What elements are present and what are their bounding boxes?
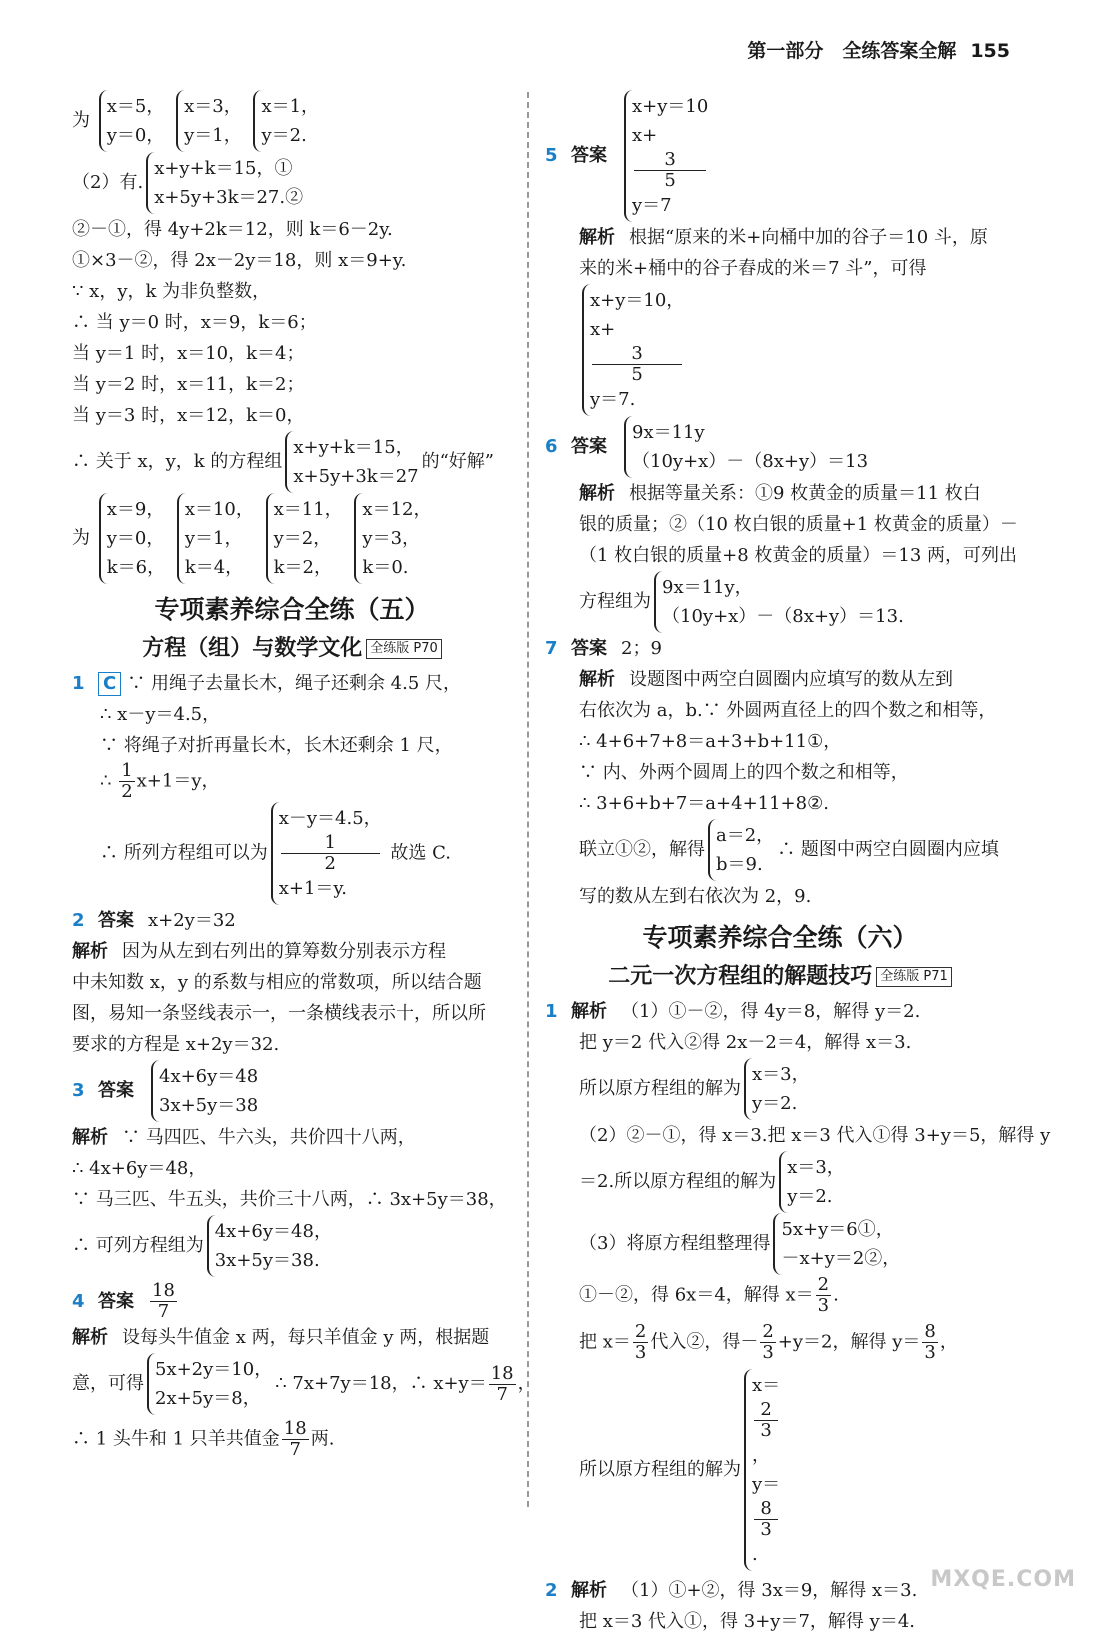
- fraction: [150, 1281, 177, 1322]
- eq: x＝3，: [752, 1064, 810, 1085]
- answer-tag: 答案: [98, 1290, 134, 1312]
- text: ，: [752, 1445, 770, 1466]
- text-line: 来的米+桶中的谷子舂成的米＝7 斗”，可得: [579, 258, 927, 279]
- page-number: 155: [970, 40, 1010, 62]
- text: x+: [590, 319, 616, 340]
- eq: y＝0，: [106, 528, 165, 549]
- text: 代入②，得－: [650, 1331, 759, 1353]
- p1-line9: [545, 1369, 1015, 1571]
- eq: k＝0.: [362, 557, 409, 578]
- text: ∴ 关于 x，y，k 的方程组: [72, 451, 283, 472]
- eq: x－y＝4.5，: [278, 808, 382, 829]
- denominator: 5: [631, 364, 643, 385]
- eq: 5x+2y＝10，: [155, 1359, 273, 1380]
- text: x＝: [752, 1375, 781, 1396]
- text: y＝7: [632, 195, 672, 216]
- fraction: [489, 1364, 516, 1405]
- text: 为: [72, 110, 90, 131]
- denominator: 2: [121, 781, 133, 802]
- fraction: [816, 1275, 831, 1316]
- text-line: ②－①，得 4y+2k＝12，则 k＝6－2y.: [72, 219, 393, 240]
- analysis-tag: 解析: [72, 1327, 108, 1348]
- eq: k＝6，: [106, 557, 166, 578]
- p1-line3: [545, 1058, 1015, 1120]
- text: ∴ 所列方程组可以为: [100, 842, 268, 864]
- denominator: 2: [324, 853, 336, 874]
- eq: [752, 1371, 780, 1470]
- text: .: [833, 1284, 839, 1306]
- numerator: 8: [754, 1499, 778, 1520]
- text: 设题图中两空白圆圈内应填写的数从左到: [629, 669, 953, 690]
- good-solution-line: [72, 431, 512, 493]
- question-number: 4: [72, 1290, 85, 1312]
- numerator: 8: [924, 1321, 936, 1342]
- text-line: ∴ 4+6+7+8＝a+3+b+11①，: [579, 731, 842, 752]
- fraction: [282, 1419, 309, 1460]
- eq: （10y+x）－（8x+y）＝13.: [662, 606, 904, 627]
- numerator: 18: [152, 1280, 175, 1301]
- text: ∵ 马四匹、牛六头，共价四十八两，: [122, 1127, 416, 1148]
- eq: －x+y＝2②，: [781, 1248, 901, 1269]
- system: [99, 90, 165, 152]
- eq: （10y+x）－（8x+y）＝13: [632, 451, 869, 472]
- text-line: ∴ 4x+6y＝48，: [72, 1158, 207, 1179]
- denominator: 5: [664, 170, 676, 191]
- text: ∴ 题图中两空白圆圈内应填: [777, 839, 999, 860]
- text: 把 x＝: [579, 1331, 631, 1353]
- system: [708, 819, 774, 881]
- text: ∴: [100, 770, 112, 792]
- eq: x＝11，: [273, 499, 343, 520]
- q4-line2: [72, 1353, 536, 1415]
- text: ∵ 用绳子去量长木，绳子还剩余 4.5 尺，: [127, 673, 462, 694]
- fraction: [754, 1400, 778, 1441]
- eq: x＝3，: [184, 96, 242, 117]
- text: x+: [632, 125, 658, 146]
- system: [146, 152, 303, 214]
- p1-line1: [545, 996, 1015, 1027]
- answer-text: 2；9: [621, 638, 662, 659]
- answer-tag: 答案: [571, 638, 607, 659]
- numerator: 2: [762, 1321, 774, 1342]
- text-line: 当 y＝2 时，x＝11，k＝2；: [72, 374, 305, 395]
- text: 两.: [310, 1428, 335, 1450]
- denominator: 3: [760, 1519, 772, 1540]
- text-line: 写的数从左到右依次为 2，9.: [579, 886, 812, 907]
- denominator: 7: [289, 1439, 301, 1460]
- text: 方程组为: [579, 591, 651, 612]
- text: ∴ 7x+7y＝18，∴ x+y＝: [275, 1373, 487, 1394]
- system: [271, 802, 382, 905]
- q4-answer: [72, 1281, 512, 1322]
- answer-text: x+2y＝32: [148, 910, 236, 931]
- q3-answer: [72, 1060, 512, 1122]
- eq: x＝12，: [362, 499, 432, 520]
- denominator: 3: [924, 1342, 936, 1363]
- analysis-tag: 解析: [571, 1580, 607, 1601]
- eq: x+y＝10，: [590, 290, 685, 311]
- eq: x+y+k＝15，①: [154, 158, 293, 179]
- text-line: ∴ x－y＝4.5，: [100, 704, 221, 725]
- eq: k＝4，: [184, 557, 244, 578]
- text: x+1＝y.: [278, 878, 347, 899]
- question-number: 1: [545, 1001, 558, 1022]
- text: 联立①②，解得: [579, 839, 705, 860]
- numerator: 18: [283, 1418, 307, 1439]
- text: （2）有.: [72, 172, 144, 193]
- text: +y＝2，解得 y＝: [777, 1331, 921, 1353]
- text-line: ∵ x，y，k 为非负整数，: [72, 281, 271, 302]
- fraction: [634, 150, 706, 191]
- section-title-6: 专项素养综合全练（六）: [642, 923, 918, 952]
- text-line: 要求的方程是 x+2y＝32.: [72, 1034, 280, 1055]
- watermark: MXQE.COM: [930, 1567, 1076, 1592]
- eq: k＝2，: [273, 557, 332, 578]
- q7-answer: [545, 633, 1015, 664]
- question-number: 3: [72, 1080, 85, 1101]
- p1-line8: [545, 1322, 1015, 1363]
- fraction: [754, 1499, 778, 1540]
- analysis-tag: 解析: [579, 227, 615, 248]
- question-number: 2: [545, 1580, 558, 1601]
- eq: x+y＝10: [632, 96, 709, 117]
- denominator: 3: [760, 1420, 772, 1441]
- column-divider: [527, 92, 529, 1507]
- header-section: 第一部分 全练答案全解: [747, 40, 957, 62]
- text-line: （2）②－①，得 x＝3.把 x＝3 代入①得 3+y＝5，解得 y: [579, 1125, 1051, 1146]
- question-number: 2: [72, 910, 85, 931]
- text: 故选 C.: [390, 842, 451, 864]
- text-line: 图，易知一条竖线表示一，一条横线表示十，所以所: [72, 1003, 486, 1024]
- eq: b＝9.: [716, 854, 763, 875]
- subtitle-text: 方程（组）与数学文化: [142, 636, 363, 661]
- eq: x+y+k＝15，: [293, 437, 414, 458]
- text: ，: [517, 1373, 536, 1394]
- eq: y＝1，: [184, 125, 242, 146]
- eq: 2x+5y＝8，: [155, 1388, 261, 1409]
- section-subtitle-6: [545, 958, 1015, 996]
- eq: x+5y+3k＝27.②: [154, 187, 304, 208]
- numerator: 2: [634, 1321, 647, 1342]
- text-line: 当 y＝3 时，x＝12，k＝0，: [72, 405, 305, 426]
- system: [582, 284, 684, 416]
- eq: 5x+y＝6①，: [781, 1219, 894, 1240]
- q1-line5: [72, 802, 512, 905]
- text: 根据“原来的米+向桶中加的谷子＝10 斗，原: [629, 227, 988, 248]
- text: （1）①－②，得 4y＝8，解得 y＝2.: [621, 1001, 921, 1022]
- eq: x＝5，: [106, 96, 165, 117]
- good-solution-sets: [72, 493, 512, 584]
- system: [176, 90, 242, 152]
- text-line: 中未知数 x，y 的系数与相应的常数项，所以结合题: [72, 972, 482, 993]
- analysis-tag: 解析: [72, 1127, 108, 1148]
- question-number: 6: [545, 436, 558, 457]
- p1-line6: [545, 1213, 1015, 1275]
- fraction: [633, 1322, 648, 1363]
- fraction: [592, 344, 682, 385]
- text-line: ∵ 马三匹、牛五头，共价三十八两，∴ 3x+5y＝38，: [72, 1189, 507, 1210]
- q6-analysis: [545, 478, 1015, 509]
- eq: 3x+5y＝38: [159, 1095, 259, 1116]
- q3-last: [72, 1215, 512, 1277]
- numerator: 2: [817, 1274, 830, 1295]
- eq: y＝2.: [787, 1186, 833, 1207]
- text-line: 右依次为 a，b.∵ 外圆两直径上的四个数之和相等，: [579, 700, 997, 721]
- text-line: ∴ 3+6+b+7＝a+4+11+8②.: [579, 793, 829, 814]
- question-number: 1: [72, 673, 85, 694]
- page-ref-badge: 全练版 P70: [366, 639, 442, 659]
- fraction: [281, 833, 380, 874]
- eq: 9x＝11y，: [662, 577, 753, 598]
- system: [151, 1060, 258, 1122]
- eq: [279, 833, 382, 903]
- section-title-5: 专项素养综合全练（五）: [154, 595, 430, 624]
- answer-tag: 答案: [98, 910, 134, 931]
- system: [773, 1213, 900, 1275]
- text-line: 当 y＝1 时，x＝10，k＝4；: [72, 343, 305, 364]
- text: ①－②，得 6x＝4，解得 x＝: [579, 1284, 814, 1306]
- right-column: [545, 90, 1051, 1637]
- fraction: [760, 1322, 775, 1363]
- analysis-tag: 解析: [579, 669, 615, 690]
- system: [99, 493, 165, 584]
- text-line: ∴ 当 y＝0 时，x＝9，k＝6；: [72, 312, 317, 333]
- eq: 4x+6y＝48: [159, 1066, 259, 1087]
- system: [177, 493, 254, 584]
- solution-set-line: [72, 90, 512, 152]
- eq: 9x＝11y: [632, 422, 705, 443]
- denominator: 3: [817, 1295, 830, 1316]
- q5-system: [545, 284, 1015, 416]
- text-line: 银的质量；②（10 枚白银的质量+1 枚黄金的质量）－: [579, 514, 1018, 535]
- eq: 3x+5y＝38.: [214, 1250, 320, 1271]
- q6-last: [545, 571, 1015, 633]
- system: [624, 90, 708, 222]
- text: （3）将原方程组整理得: [579, 1233, 771, 1254]
- text: 所以原方程组的解为: [579, 1078, 741, 1099]
- eq: y＝3，: [362, 528, 421, 549]
- eq: x+5y+3k＝27: [293, 466, 419, 487]
- q7-analysis: [545, 664, 1015, 695]
- eq: x＝1，: [261, 96, 320, 117]
- p1-line7: [545, 1275, 1015, 1316]
- text-line: （1 枚白银的质量+8 枚黄金的质量）＝13 两，可列出: [579, 545, 1018, 566]
- page-ref-badge: 全练版 P71: [876, 967, 952, 987]
- numerator: 3: [634, 150, 706, 171]
- eq: x＝9，: [106, 499, 165, 520]
- text: 为: [72, 527, 90, 549]
- text: 所以原方程组的解为: [579, 1459, 741, 1480]
- eq: y＝2.: [752, 1093, 798, 1114]
- q2-answer: [72, 905, 512, 936]
- text: 根据等量关系：①9 枚黄金的质量＝11 枚白: [629, 483, 981, 504]
- system: [354, 493, 431, 584]
- numerator: 3: [592, 344, 682, 365]
- eq: [590, 315, 684, 414]
- question-number: 7: [545, 638, 558, 659]
- eq: x＝3，: [787, 1157, 845, 1178]
- section-subtitle-5: [72, 630, 512, 668]
- fraction: [922, 1322, 937, 1363]
- eq: a＝2，: [716, 825, 775, 846]
- text: 因为从左到右列出的算筹数分别表示方程: [122, 941, 446, 962]
- text-line: 把 x＝3 代入①，得 3+y＝7，解得 y＝4.: [579, 1611, 915, 1632]
- system: [744, 1369, 780, 1571]
- denominator: 7: [157, 1301, 170, 1322]
- denominator: 3: [762, 1342, 774, 1363]
- system: [654, 571, 904, 633]
- p1-line5: [545, 1151, 1015, 1213]
- text: ，: [939, 1331, 958, 1353]
- answer-tag: 答案: [98, 1080, 134, 1101]
- eq: [752, 1470, 780, 1569]
- q1-line1: [72, 668, 512, 699]
- eq: [632, 121, 708, 220]
- numerator: 1: [281, 833, 380, 854]
- system: [624, 416, 868, 478]
- q1-line4: [72, 761, 512, 802]
- q3-analysis: [72, 1122, 512, 1153]
- eq: y＝0，: [106, 125, 165, 146]
- text: （1）①+②，得 3x＝9，解得 x＝3.: [621, 1580, 918, 1601]
- text: 设每头牛值金 x 两，每只羊值金 y 两，根据题: [122, 1327, 490, 1348]
- text: 意，可得: [72, 1373, 144, 1394]
- eq: 4x+6y＝48，: [214, 1221, 332, 1242]
- system: [253, 90, 319, 152]
- answer-tag: 答案: [571, 436, 607, 457]
- text: x+1＝y，: [136, 770, 220, 792]
- denominator: 3: [634, 1342, 647, 1363]
- system: [207, 1215, 332, 1277]
- q5-analysis: [545, 222, 1015, 253]
- left-column: [72, 90, 536, 1460]
- eq: y＝2.: [261, 125, 307, 146]
- analysis-tag: 解析: [72, 941, 108, 962]
- text: .: [752, 1544, 758, 1565]
- text-line: ∵ 内、外两个圆周上的四个数之和相等，: [579, 762, 909, 783]
- text-line: ∵ 将绳子对折再量长木，长木还剩余 1 尺，: [100, 735, 453, 756]
- text: ∴ 可列方程组为: [72, 1235, 204, 1256]
- analysis-tag: 解析: [579, 483, 615, 504]
- text-line: ①×3－②，得 2x－2y＝18，则 x＝9+y.: [72, 250, 407, 271]
- system: [744, 1058, 810, 1120]
- text: ＝2.所以原方程组的解为: [579, 1171, 777, 1192]
- q5-answer: [545, 90, 1015, 222]
- question-number: 5: [545, 145, 558, 166]
- numerator: 18: [490, 1362, 514, 1384]
- denominator: 7: [496, 1383, 508, 1405]
- text: y＝7.: [590, 389, 636, 410]
- system: [285, 431, 418, 493]
- eq: x＝10，: [184, 499, 254, 520]
- eq: y＝1，: [184, 528, 243, 549]
- page-header: [747, 36, 1010, 63]
- text-line: 把 y＝2 代入②得 2x－2＝4，解得 x＝3.: [579, 1032, 912, 1053]
- system: [147, 1353, 272, 1415]
- q6-answer: [545, 416, 1015, 478]
- answer-tag: 答案: [571, 145, 607, 166]
- q2-analysis: [72, 936, 512, 967]
- subtitle-text: 二元一次方程组的解题技巧: [608, 964, 873, 989]
- text: ∴ 1 头牛和 1 只羊共值金: [72, 1428, 280, 1450]
- q4-line3: [72, 1419, 512, 1460]
- eq: y＝2，: [273, 528, 332, 549]
- system: [266, 493, 343, 584]
- part2-line: [72, 152, 512, 214]
- numerator: 1: [121, 760, 133, 781]
- text: 的“好解”: [421, 451, 495, 472]
- q7-solve: [545, 819, 1015, 881]
- numerator: 2: [754, 1400, 778, 1421]
- answer-choice: C: [98, 672, 121, 696]
- q4-analysis: [72, 1322, 512, 1353]
- analysis-tag: 解析: [571, 1001, 607, 1022]
- system: [779, 1151, 845, 1213]
- text: y＝: [752, 1474, 781, 1495]
- fraction: [119, 761, 134, 802]
